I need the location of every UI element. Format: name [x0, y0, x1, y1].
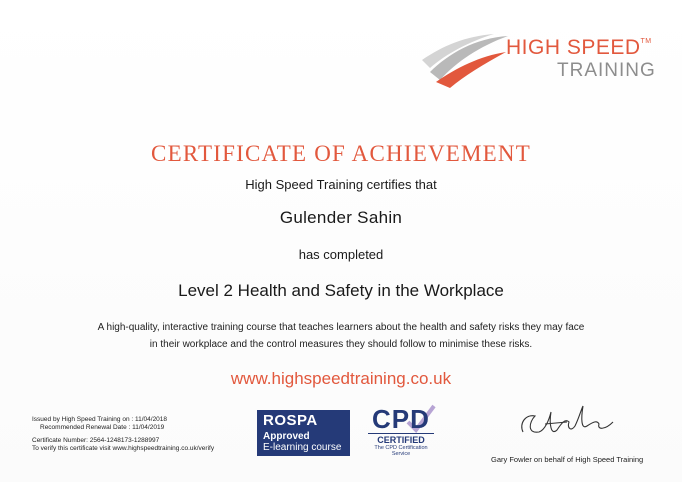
cpd-service-text: The CPD Certification Service — [374, 445, 428, 457]
certifies-line: High Speed Training certifies that — [245, 177, 437, 192]
brand-name-top: HIGH SPEED™ — [506, 36, 652, 59]
cpd-certified-text: CERTIFIED — [368, 433, 434, 445]
website-url: www.highspeedtraining.co.uk — [230, 369, 452, 388]
rospa-approved-badge — [257, 410, 350, 456]
signature-icon — [515, 402, 625, 446]
description-line-1: A high-quality, interactive training course that teaches learners about the health and safety risks they may face — [97, 322, 585, 333]
cpd-certified-badge — [364, 404, 442, 460]
course-name: Level 2 Health and Safety in the Workplace — [178, 281, 504, 300]
rospa-approved-text: Approved — [263, 431, 310, 442]
verify-instructions: To verify this certificate visit www.highspeedtraining.co.uk/verify — [32, 445, 215, 452]
signer-caption: Gary Fowler on behalf of High Speed Training — [491, 455, 644, 464]
rospa-course-text: E-learning course — [263, 442, 342, 453]
trademark-mark: TM — [640, 38, 652, 45]
rospa-heading: ROSPA — [263, 412, 318, 429]
logo-swoosh-icon — [420, 24, 510, 94]
high-speed-training-logo — [420, 24, 660, 94]
issued-date: Issued by High Speed Training on : 11/04/2018 — [32, 416, 168, 423]
certificate-title: CERTIFICATE OF ACHIEVEMENT — [151, 141, 531, 166]
course-description — [0, 319, 682, 353]
description-line-2: in their workplace and the control measures they should follow to minimise these risks. — [149, 339, 533, 350]
completed-line: has completed — [298, 247, 384, 262]
recipient-name: Gulender Sahin — [279, 208, 403, 227]
certificate-number: Certificate Number: 2564-1248173-1288997 — [32, 437, 160, 444]
brand-name-bottom: TRAINING — [557, 60, 656, 81]
renewal-date: Recommended Renewal Date : 11/04/2019 — [40, 424, 165, 431]
cpd-letters: CPD — [372, 404, 430, 434]
